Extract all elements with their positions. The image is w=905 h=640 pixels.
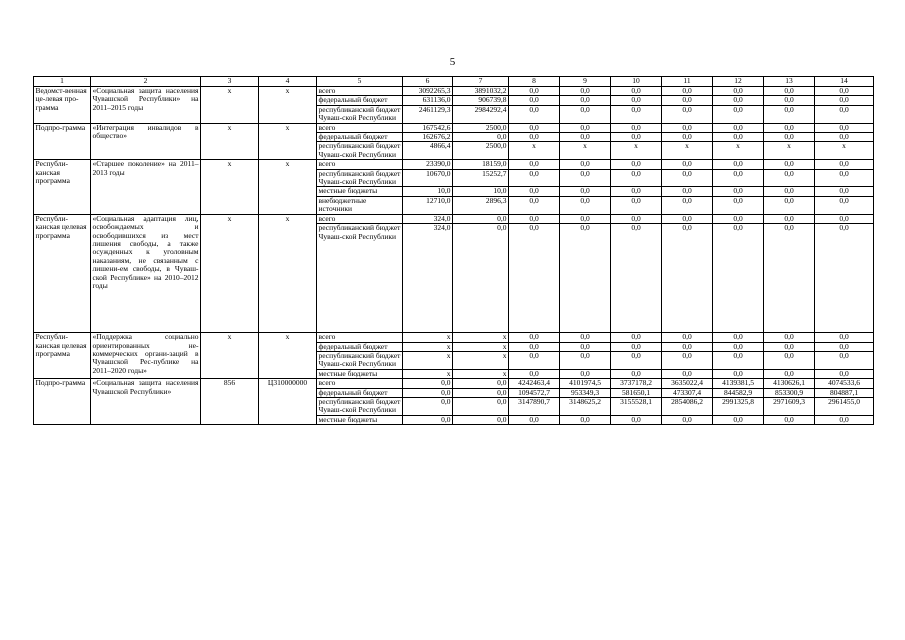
value-cell: 0,0 [509,160,560,169]
value-cell: 0,0 [611,333,662,342]
value-cell: 3147890,7 [509,397,560,415]
value-cell: 0,0 [662,369,713,378]
value-cell: 581650,1 [611,388,662,397]
value-cell: 853300,9 [764,388,815,397]
value-cell: 4866,4 [403,142,453,160]
value-cell: 0,0 [815,96,874,105]
value-cell: 0,0 [611,105,662,123]
value-cell: x [403,333,453,342]
value-cell: 0,0 [764,196,815,214]
value-cell: 0,0 [560,133,611,142]
value-cell: 23390,0 [403,160,453,169]
value-cell: 0,0 [713,123,764,132]
value-cell: 0,0 [560,333,611,342]
value-cell: 0,0 [815,415,874,424]
value-cell: 15252,7 [453,169,509,187]
value-cell: 0,0 [509,342,560,351]
header-cell: 12 [713,77,764,87]
value-cell: 0,0 [611,187,662,196]
value-cell: 906739,8 [453,96,509,105]
funding-source-cell: республиканский бюджет Чуваш-ской Республики [317,397,403,415]
value-cell: 3737178,2 [611,379,662,388]
value-cell: 0,0 [611,133,662,142]
code-cell: x [201,160,259,214]
value-cell: 0,0 [509,123,560,132]
funding-source-cell: внебюджетные источники [317,196,403,214]
value-cell: 0,0 [560,224,611,333]
table-row [34,214,874,223]
value-cell: 2896,3 [453,196,509,214]
funding-source-cell: федеральный бюджет [317,342,403,351]
funding-source-cell: местные бюджеты [317,187,403,196]
code-cell: x [259,333,317,379]
value-cell: 0,0 [453,214,509,223]
value-cell: x [403,351,453,369]
value-cell: 2961455,0 [815,397,874,415]
value-cell: x [453,342,509,351]
value-cell: 0,0 [713,224,764,333]
value-cell: x [403,369,453,378]
value-cell: 0,0 [713,333,764,342]
funding-source-cell: всего [317,87,403,96]
value-cell: 0,0 [403,415,453,424]
header-cell: 1 [34,77,91,87]
value-cell: 0,0 [713,369,764,378]
code-cell: x [259,214,317,332]
value-cell: 1094572,7 [509,388,560,397]
value-cell: 0,0 [560,351,611,369]
value-cell: 2500,0 [453,123,509,132]
value-cell: x [453,333,509,342]
value-cell: 844582,9 [713,388,764,397]
value-cell: 0,0 [662,187,713,196]
value-cell: x [403,342,453,351]
value-cell: 0,0 [662,169,713,187]
value-cell: 631136,0 [403,96,453,105]
value-cell: 3155528,1 [611,397,662,415]
funding-source-cell: республиканский бюджет Чуваш-ской Республики [317,142,403,160]
funding-source-cell: республиканский бюджет Чуваш-ской Республики [317,351,403,369]
header-cell: 9 [560,77,611,87]
value-cell: 0,0 [611,169,662,187]
value-cell: 0,0 [815,87,874,96]
value-cell: 0,0 [815,160,874,169]
value-cell: 0,0 [662,87,713,96]
value-cell: 0,0 [509,351,560,369]
value-cell: 0,0 [662,133,713,142]
value-cell: 2854086,2 [662,397,713,415]
header-cell: 14 [815,77,874,87]
code-cell: x [259,87,317,124]
value-cell: 3635022,4 [662,379,713,388]
table-row [34,87,874,96]
funding-source-cell: республиканский бюджет Чуваш-ской Республики [317,169,403,187]
value-cell: 0,0 [764,351,815,369]
value-cell: 0,0 [713,105,764,123]
program-type-cell: Ведомст-венная це-левая про-грамма [34,87,91,124]
value-cell: 0,0 [764,133,815,142]
value-cell: 0,0 [662,123,713,132]
funding-source-cell: всего [317,379,403,388]
value-cell: x [509,142,560,160]
header-cell: 6 [403,77,453,87]
value-cell: 0,0 [453,388,509,397]
value-cell: 2991325,8 [713,397,764,415]
code-cell: x [201,87,259,124]
value-cell: 0,0 [403,397,453,415]
value-cell: 0,0 [453,415,509,424]
value-cell: 0,0 [764,369,815,378]
value-cell: x [713,142,764,160]
value-cell: 0,0 [815,214,874,223]
value-cell: 0,0 [509,369,560,378]
value-cell: 0,0 [662,351,713,369]
value-cell: 804887,1 [815,388,874,397]
header-cell: 13 [764,77,815,87]
value-cell: 0,0 [403,388,453,397]
header-cell: 8 [509,77,560,87]
table-row [34,379,874,388]
value-cell: 324,0 [403,224,453,333]
value-cell: 0,0 [764,187,815,196]
value-cell: 0,0 [713,87,764,96]
value-cell: 0,0 [611,160,662,169]
value-cell: 0,0 [453,397,509,415]
header-cell: 11 [662,77,713,87]
program-name-cell: «Интеграция инвалидов в общество» [91,123,201,160]
funding-source-cell: федеральный бюджет [317,133,403,142]
value-cell: 2461129,3 [403,105,453,123]
program-name-cell: «Старшее поколение» на 2011–2013 годы [91,160,201,214]
value-cell: 0,0 [560,169,611,187]
value-cell: 0,0 [560,105,611,123]
value-cell: 162676,2 [403,133,453,142]
value-cell: 0,0 [815,105,874,123]
value-cell: 4101974,5 [560,379,611,388]
value-cell: 0,0 [764,169,815,187]
value-cell: 0,0 [764,160,815,169]
value-cell: 0,0 [611,87,662,96]
header-cell: 4 [259,77,317,87]
value-cell: 4139381,5 [713,379,764,388]
value-cell: 0,0 [713,342,764,351]
value-cell: 2500,0 [453,142,509,160]
value-cell: 3092265,3 [403,87,453,96]
program-type-cell: Республи-канская целевая программа [34,214,91,332]
table-row [34,160,874,169]
value-cell: 0,0 [560,342,611,351]
value-cell: 0,0 [764,342,815,351]
header-cell: 2 [91,77,201,87]
funding-source-cell: местные бюджеты [317,369,403,378]
value-cell: 0,0 [611,214,662,223]
header-cell: 5 [317,77,403,87]
value-cell: 18159,0 [453,160,509,169]
funding-source-cell: местные бюджеты [317,415,403,424]
funding-source-cell: всего [317,160,403,169]
value-cell: 0,0 [560,369,611,378]
program-type-cell: Республи-канская программа [34,160,91,214]
value-cell: 0,0 [713,415,764,424]
program-name-cell: «Социальная защита населения Чувашской Республики» на 2011–2015 годы [91,87,201,124]
value-cell: 0,0 [560,187,611,196]
value-cell: 0,0 [815,224,874,333]
funding-source-cell: федеральный бюджет [317,96,403,105]
value-cell: 0,0 [713,214,764,223]
value-cell: 0,0 [662,214,713,223]
value-cell: 0,0 [509,214,560,223]
value-cell: 0,0 [764,105,815,123]
value-cell: x [453,369,509,378]
funding-source-cell: республиканский бюджет Чуваш-ской Республики [317,105,403,123]
value-cell: 0,0 [560,196,611,214]
value-cell: 0,0 [560,87,611,96]
value-cell: 0,0 [611,369,662,378]
value-cell: 0,0 [764,333,815,342]
code-cell: x [201,214,259,332]
value-cell: 0,0 [662,160,713,169]
value-cell: 12710,0 [403,196,453,214]
value-cell: 4130626,1 [764,379,815,388]
value-cell: 0,0 [560,96,611,105]
value-cell: 0,0 [815,351,874,369]
value-cell: 0,0 [764,214,815,223]
value-cell: 0,0 [713,133,764,142]
program-name-cell: «Социальная защита населения Чувашской Республики» [91,379,201,425]
value-cell: 0,0 [453,224,509,333]
value-cell: 2971609,3 [764,397,815,415]
value-cell: 0,0 [764,224,815,333]
value-cell: 4242463,4 [509,379,560,388]
value-cell: 0,0 [662,333,713,342]
program-name-cell: «Социальная адаптация лиц, освобождаемых и освободившихся из мест лишения свободы, а также осужденных к уголовным наказаниям, не связанным с лишени-ем свободы, в Чуваш-ской Республике» на 2010–2012 годы [91,214,201,332]
funding-source-cell: федеральный бюджет [317,388,403,397]
value-cell: 0,0 [662,96,713,105]
value-cell: x [560,142,611,160]
value-cell: 0,0 [509,333,560,342]
value-cell: 0,0 [662,224,713,333]
value-cell: 0,0 [662,105,713,123]
value-cell: 0,0 [509,105,560,123]
code-cell: x [259,160,317,214]
value-cell: 324,0 [403,214,453,223]
value-cell: 0,0 [815,133,874,142]
program-type-cell: Республи-канская целевая программа [34,333,91,379]
value-cell: 2984292,4 [453,105,509,123]
value-cell: 473307,4 [662,388,713,397]
value-cell: 0,0 [815,342,874,351]
value-cell: 0,0 [815,369,874,378]
value-cell: 10,0 [453,187,509,196]
value-cell: 0,0 [509,187,560,196]
value-cell: 0,0 [713,169,764,187]
value-cell: 0,0 [815,187,874,196]
value-cell: 10,0 [403,187,453,196]
value-cell: x [453,351,509,369]
value-cell: 0,0 [662,342,713,351]
table-body [34,77,874,425]
value-cell: 167542,6 [403,123,453,132]
value-cell: 4074533,6 [815,379,874,388]
value-cell: 0,0 [611,196,662,214]
value-cell: 0,0 [611,351,662,369]
funding-source-cell: всего [317,214,403,223]
value-cell: 0,0 [713,351,764,369]
value-cell: 0,0 [509,224,560,333]
value-cell: 0,0 [815,123,874,132]
header-cell: 10 [611,77,662,87]
program-name-cell: «Поддержка социально ориентированных не-коммерческих органи-заций в Чувашской Рес-публике на 2011–2020 годы» [91,333,201,379]
table-row [34,123,874,132]
value-cell: 0,0 [713,160,764,169]
header-row [34,77,874,87]
value-cell: 0,0 [560,415,611,424]
funding-source-cell: всего [317,123,403,132]
value-cell: 0,0 [560,123,611,132]
value-cell: 0,0 [764,415,815,424]
value-cell: 0,0 [453,379,509,388]
funding-source-cell: республиканский бюджет Чуваш-ской Республики [317,224,403,333]
value-cell: 0,0 [509,133,560,142]
value-cell: 0,0 [509,87,560,96]
value-cell: 0,0 [509,196,560,214]
value-cell: 0,0 [611,342,662,351]
program-type-cell: Подпро-грамма [34,123,91,160]
value-cell: 0,0 [662,196,713,214]
table-row [34,333,874,342]
value-cell: 3148625,2 [560,397,611,415]
code-cell: Ц310000000 [259,379,317,425]
value-cell: 0,0 [611,415,662,424]
value-cell: 3891032,2 [453,87,509,96]
value-cell: x [764,142,815,160]
value-cell: 0,0 [403,379,453,388]
value-cell: 0,0 [815,169,874,187]
value-cell: 0,0 [611,224,662,333]
value-cell: 0,0 [764,96,815,105]
header-cell: 7 [453,77,509,87]
code-cell: 856 [201,379,259,425]
value-cell: 0,0 [560,214,611,223]
value-cell: 0,0 [611,96,662,105]
value-cell: 953349,3 [560,388,611,397]
value-cell: 0,0 [713,187,764,196]
value-cell: 0,0 [713,196,764,214]
value-cell: x [662,142,713,160]
value-cell: 10670,0 [403,169,453,187]
value-cell: 0,0 [560,160,611,169]
program-type-cell: Подпро-грамма [34,379,91,425]
page-number: 5 [449,56,456,68]
code-cell: x [201,123,259,160]
value-cell: 0,0 [509,169,560,187]
code-cell: x [259,123,317,160]
value-cell: 0,0 [815,333,874,342]
value-cell: 0,0 [509,96,560,105]
value-cell: x [611,142,662,160]
value-cell: 0,0 [611,123,662,132]
code-cell: x [201,333,259,379]
value-cell: 0,0 [764,123,815,132]
value-cell: 0,0 [764,87,815,96]
value-cell: 0,0 [662,415,713,424]
value-cell: 0,0 [509,415,560,424]
value-cell: 0,0 [713,96,764,105]
value-cell: 0,0 [815,196,874,214]
value-cell: 0,0 [453,133,509,142]
header-cell: 3 [201,77,259,87]
value-cell: x [815,142,874,160]
funding-source-cell: всего [317,333,403,342]
budget-table [33,76,874,425]
